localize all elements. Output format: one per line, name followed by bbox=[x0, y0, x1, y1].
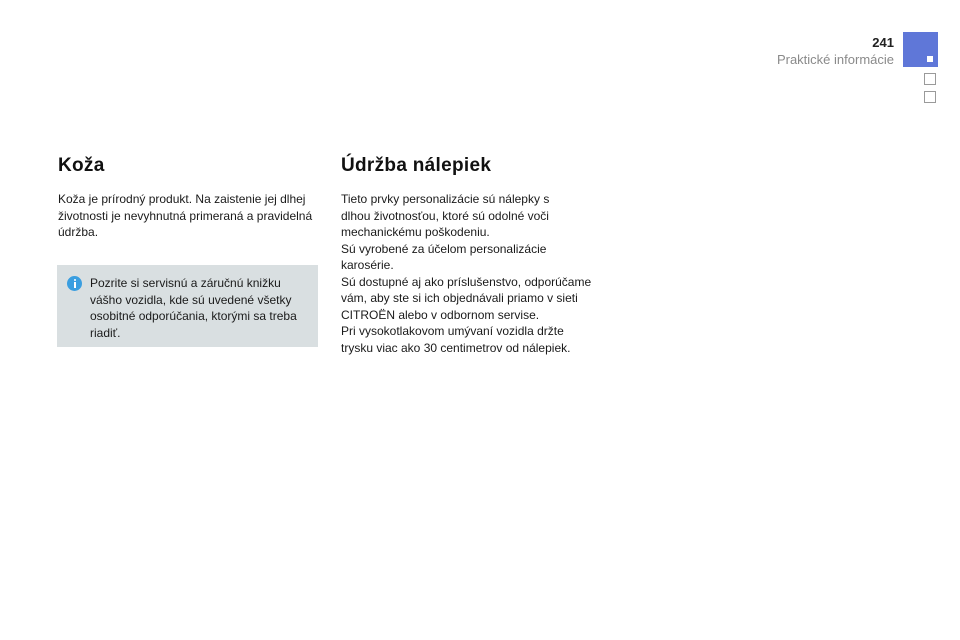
info-icon bbox=[67, 276, 82, 291]
leather-section bbox=[58, 155, 320, 241]
chapter-tab[interactable] bbox=[924, 91, 936, 103]
page-number: 241 bbox=[872, 35, 894, 50]
text-line: Tieto prvky personalizácie sú nálepky s bbox=[341, 192, 550, 206]
leather-text: Koža je prírodný produkt. Na zaistenie jej dlhej životnosti je nevyhnutná primeraná a pravidelná údržba. bbox=[58, 192, 313, 239]
info-text: Pozrite si servisnú a záručnú knižku vášho vozidla, kde sú uvedené všetky osobitné odporúčania, ktorými sa treba riadiť. bbox=[90, 276, 297, 340]
text-line: Sú vyrobené za účelom personalizácie bbox=[341, 241, 547, 256]
stickers-text bbox=[341, 191, 611, 356]
leather-heading: Koža bbox=[58, 155, 105, 176]
chapter-tab[interactable] bbox=[924, 73, 936, 85]
section-title: Praktické informácie bbox=[776, 52, 894, 67]
text-line: dlhou životnosťou, ktoré sú odolné voči bbox=[341, 208, 549, 223]
chapter-tab-dot bbox=[927, 56, 933, 62]
text-line: trysku viac ako 30 centimetrov od nálepiek. bbox=[341, 340, 571, 355]
text-line: mechanickému poškodeniu. bbox=[341, 225, 490, 239]
text-line: Sú dostupné aj ako príslušenstvo, odporúčame bbox=[341, 274, 592, 289]
stickers-section bbox=[341, 155, 611, 356]
text-line: vám, aby ste si ich objednávali priamo v sieti bbox=[341, 291, 578, 305]
chapter-tab-active[interactable] bbox=[903, 32, 938, 67]
text-line: Pri vysokotlakovom umývaní vozidla držte bbox=[341, 324, 564, 338]
info-box bbox=[57, 265, 318, 347]
text-line: CITROËN alebo v odbornom servise. bbox=[341, 307, 540, 322]
text-line: karosérie. bbox=[341, 258, 394, 272]
stickers-heading: Údržba nálepiek bbox=[341, 155, 492, 176]
